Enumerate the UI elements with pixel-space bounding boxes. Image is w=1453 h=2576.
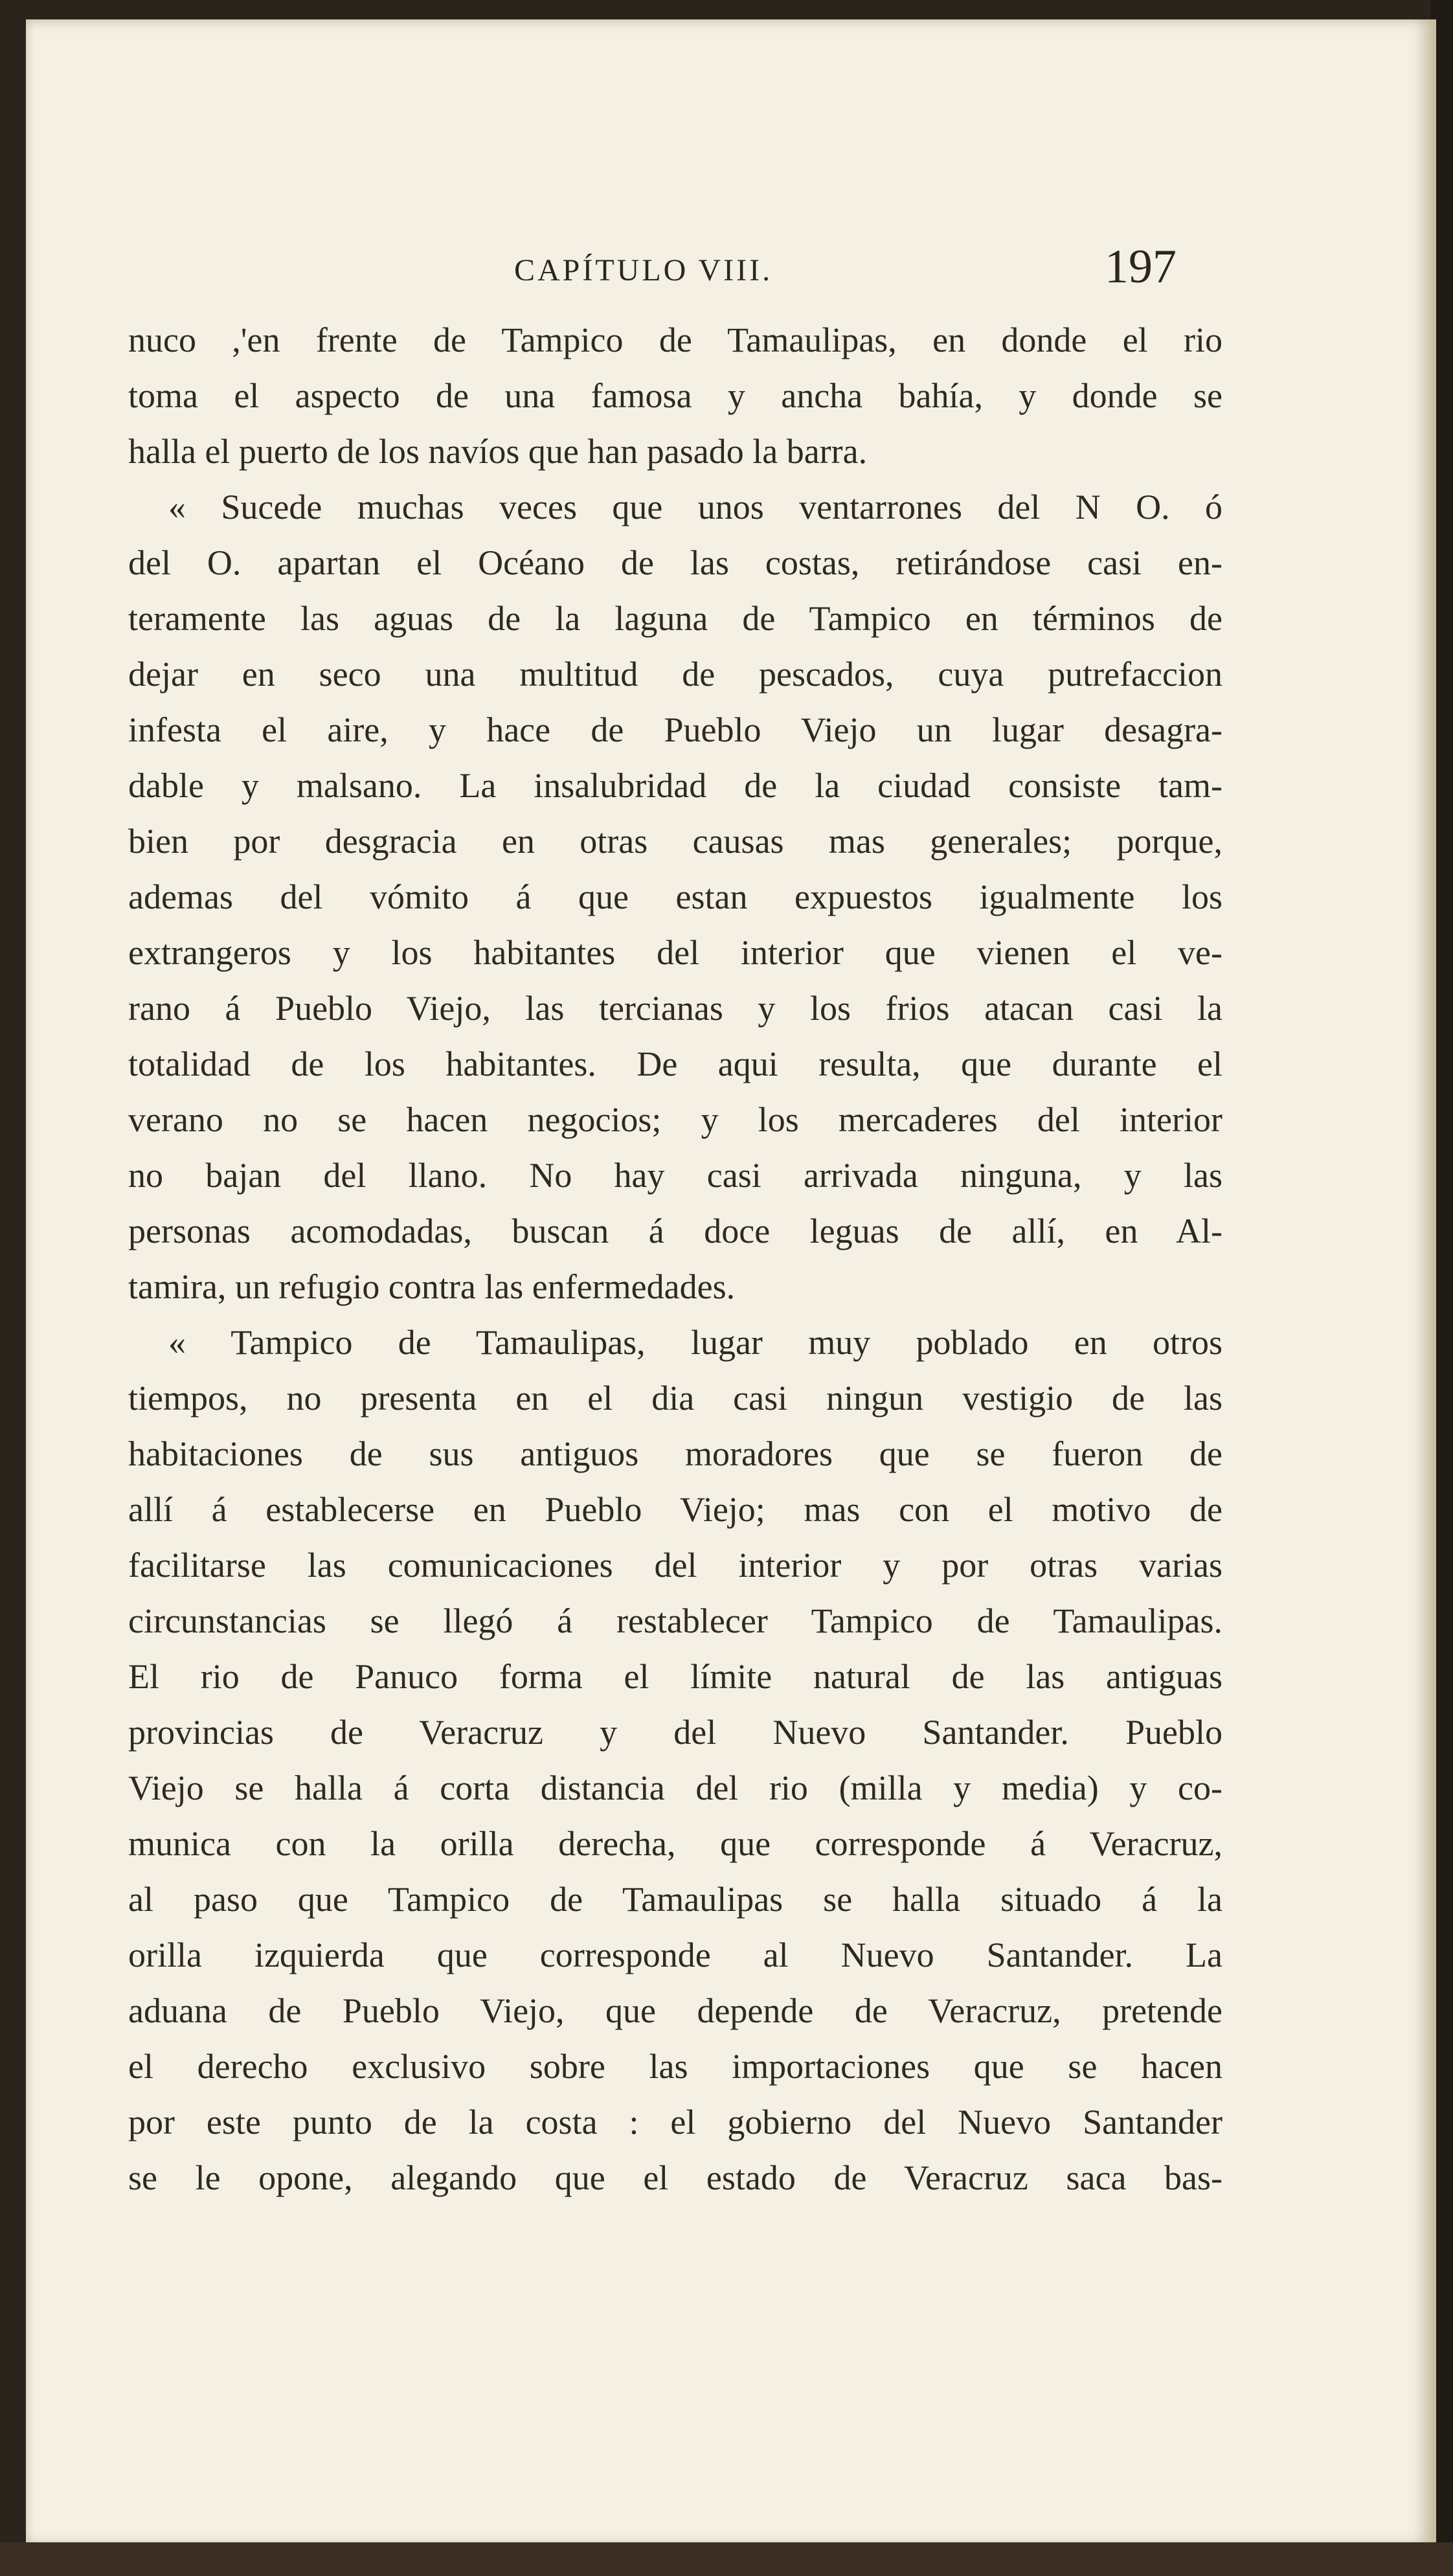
- text-line: aduana de Pueblo Viejo, que depende de Veracruz, pretende: [128, 1991, 1222, 2030]
- page-number: 197: [1105, 240, 1177, 293]
- text-line: por este punto de la costa : el gobierno del Nuevo Santander: [128, 2103, 1222, 2141]
- text-line: « Sucede muchas veces que unos ventarrones del N O. ó: [168, 488, 1222, 526]
- page-header: [26, 240, 1432, 298]
- text-line: extrangeros y los habitantes del interior que vienen el ve-: [128, 933, 1222, 972]
- text-line: habitaciones de sus antiguos moradores que se fueron de: [128, 1434, 1222, 1473]
- text-line: del O. apartan el Océano de las costas, retirándose casi en-: [128, 543, 1222, 582]
- body-text: [128, 312, 1222, 2206]
- text-line: el derecho exclusivo sobre las importaciones que se hacen: [128, 2047, 1222, 2086]
- text-line: dejar en seco una multitud de pescados, cuya putrefaccion: [128, 655, 1222, 694]
- text-line: orilla izquierda que corresponde al Nuevo Santander. La: [128, 1936, 1222, 1974]
- text-line: bien por desgracia en otras causas mas generales; porque,: [128, 822, 1222, 861]
- text-line: nuco ,'en frente de Tampico de Tamaulipas, en donde el rio: [128, 321, 1222, 359]
- text-line: circunstancias se llegó á restablecer Tampico de Tamaulipas.: [128, 1601, 1222, 1640]
- text-line: dable y malsano. La insalubridad de la ciudad consiste tam-: [128, 766, 1222, 805]
- text-line: provincias de Veracruz y del Nuevo Santander. Pueblo: [128, 1713, 1222, 1752]
- text-line: munica con la orilla derecha, que corresponde á Veracruz,: [128, 1824, 1222, 1863]
- text-line: tamira, un refugio contra las enfermedades.: [128, 1267, 736, 1306]
- text-line: allí á establecerse en Pueblo Viejo; mas con el motivo de: [128, 1490, 1222, 1529]
- text-line: se le opone, alegando que el estado de Veracruz saca bas-: [128, 2158, 1222, 2197]
- text-line: « Tampico de Tamaulipas, lugar muy poblado en otros: [168, 1323, 1222, 1362]
- text-line: teramente las aguas de la laguna de Tampico en términos de: [128, 599, 1222, 638]
- text-line: tiempos, no presenta en el dia casi ningun vestigio de las: [128, 1379, 1222, 1418]
- text-line: verano no se hacen negocios; y los mercaderes del interior: [128, 1100, 1222, 1139]
- text-line: al paso que Tampico de Tamaulipas se halla situado á la: [128, 1880, 1222, 1919]
- page-bottom-edge: [0, 2542, 1453, 2576]
- text-line: El rio de Panuco forma el límite natural de las antiguas: [128, 1657, 1222, 1696]
- book-page: [26, 19, 1436, 2545]
- text-line: Viejo se halla á corta distancia del rio (milla y media) y co-: [128, 1768, 1222, 1807]
- text-line: facilitarse las comunicaciones del interior y por otras varias: [128, 1546, 1222, 1585]
- text-line: toma el aspecto de una famosa y ancha bahía, y donde se: [128, 376, 1222, 415]
- text-line: rano á Pueblo Viejo, las tercianas y los frios atacan casi la: [128, 989, 1222, 1028]
- text-line: personas acomodadas, buscan á doce leguas de allí, en Al-: [128, 1212, 1222, 1250]
- text-line: infesta el aire, y hace de Pueblo Viejo un lugar desagra-: [128, 710, 1222, 749]
- text-line: no bajan del llano. No hay casi arrivada ninguna, y las: [128, 1156, 1222, 1195]
- text-line: totalidad de los habitantes. De aqui resulta, que durante el: [128, 1045, 1222, 1083]
- text-line: halla el puerto de los navíos que han pasado la barra.: [128, 432, 868, 471]
- text-line: ademas del vómito á que estan expuestos igualmente los: [128, 877, 1222, 916]
- running-head: CAPÍTULO VIII.: [514, 253, 773, 288]
